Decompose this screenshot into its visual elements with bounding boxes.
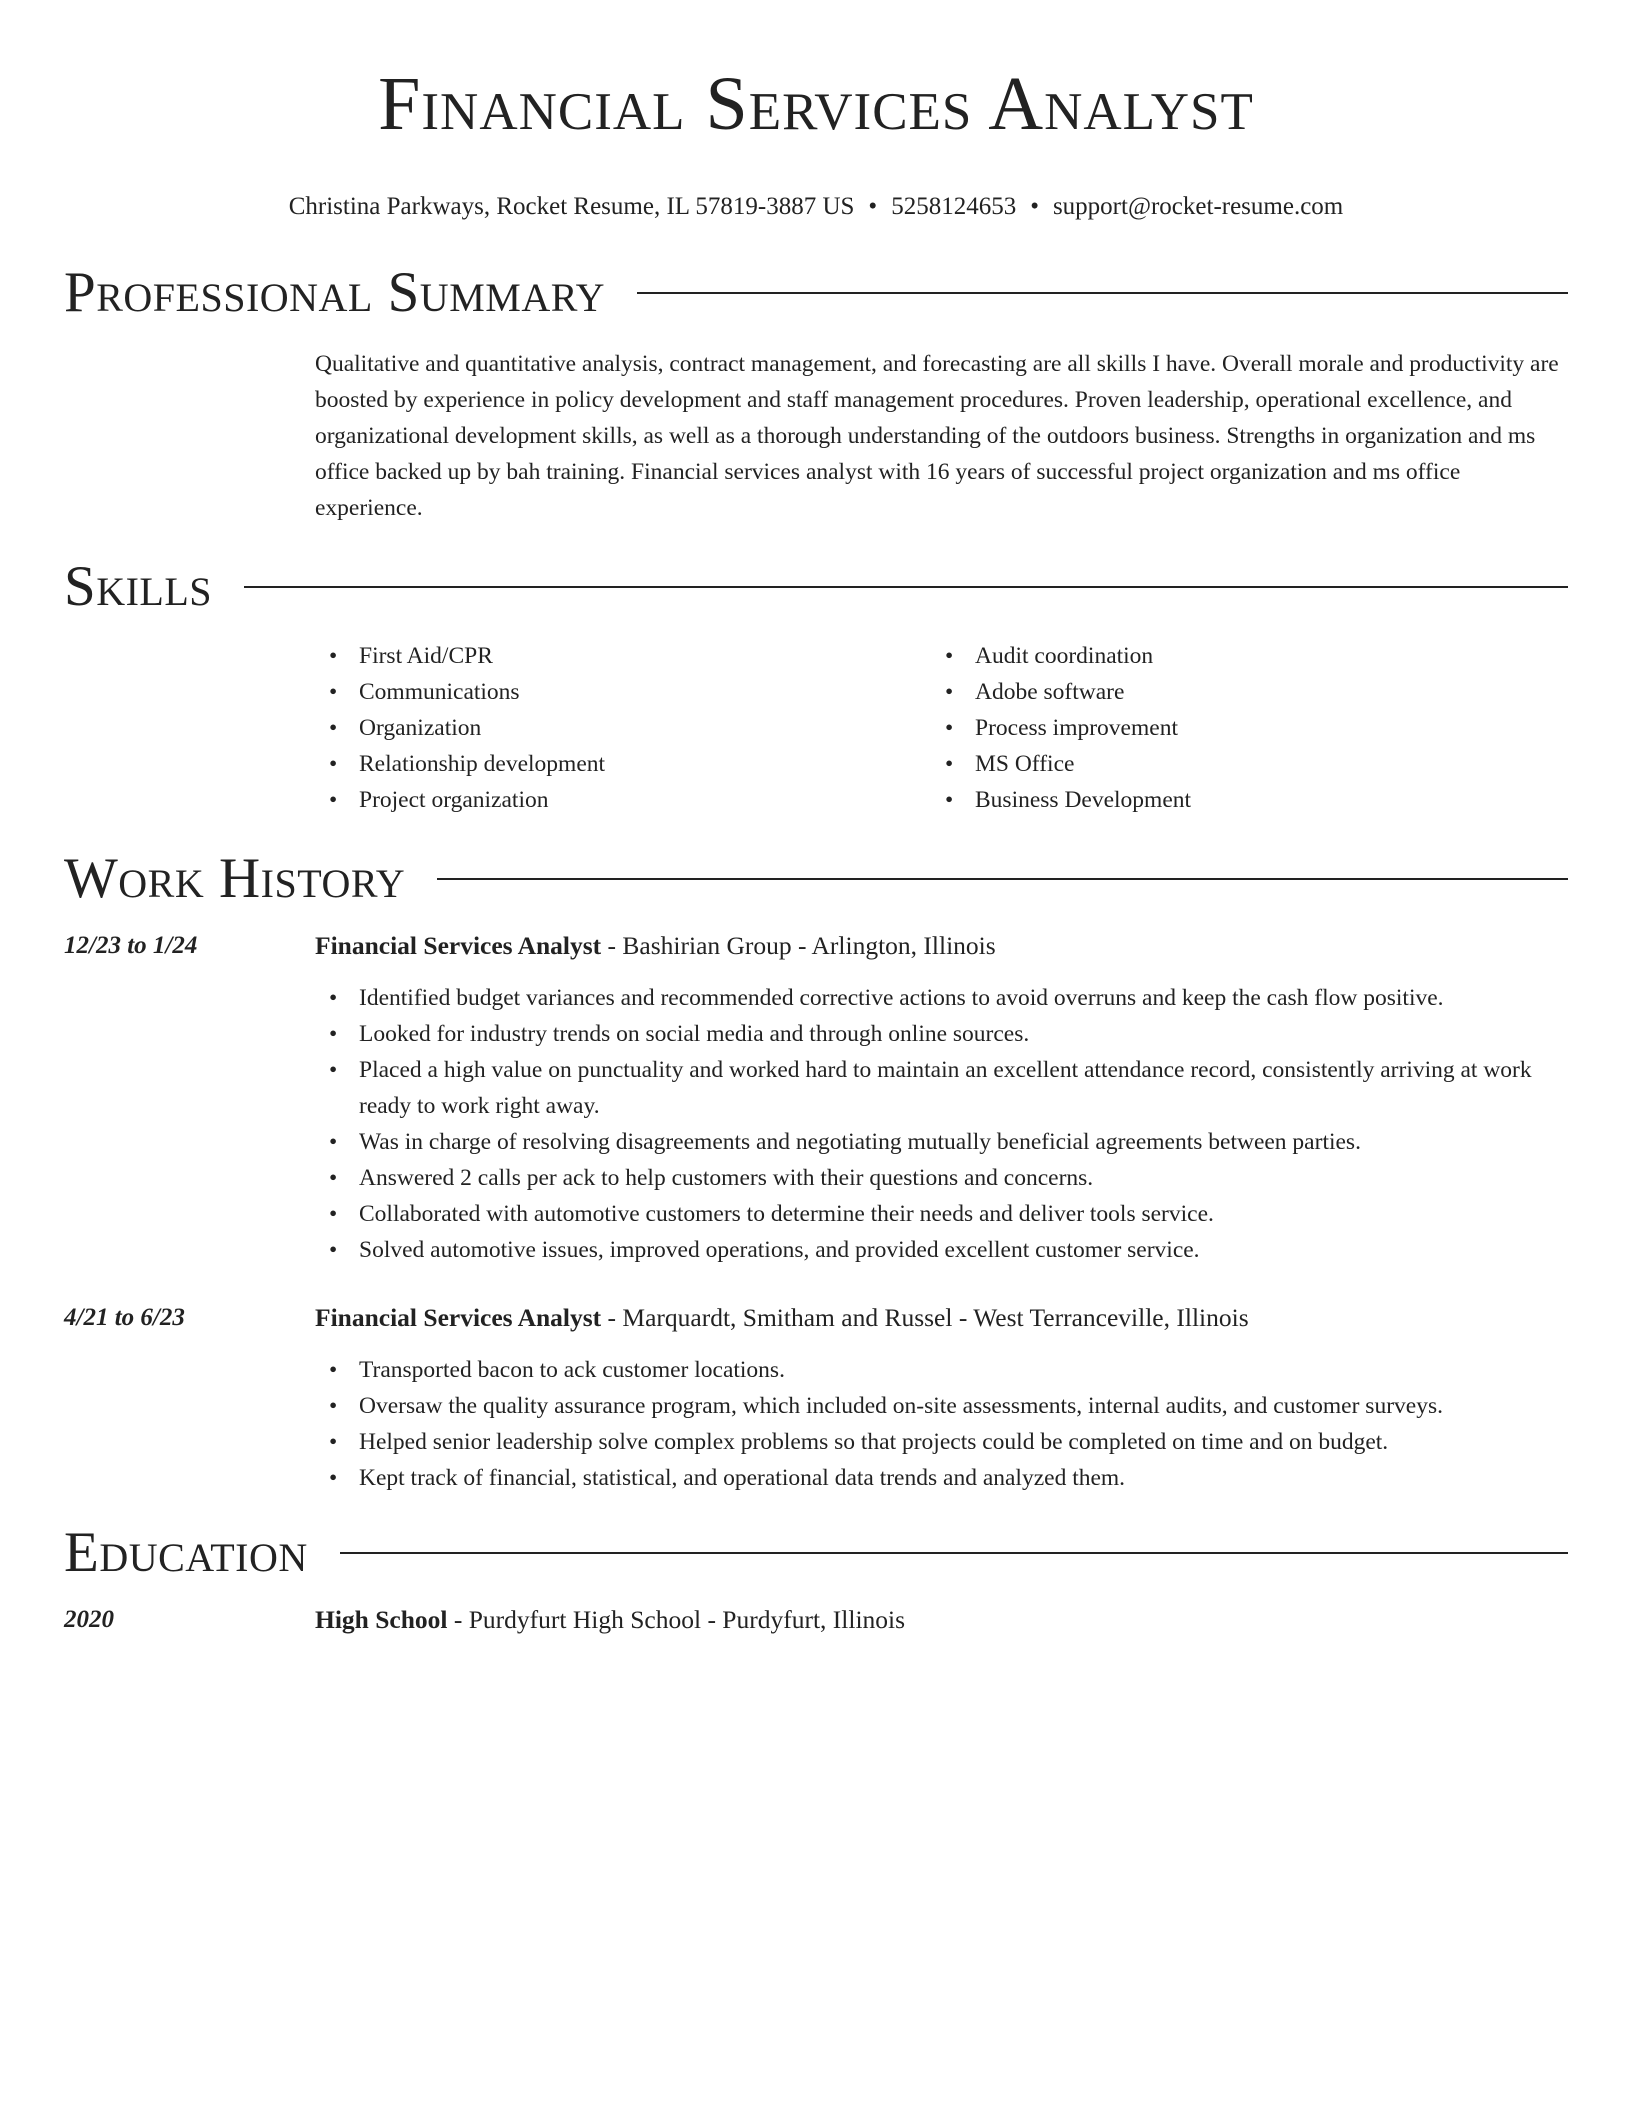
contact-address: Christina Parkways, Rocket Resume, IL 57819-3887 US <box>288 193 855 220</box>
work-section-header <box>64 846 1568 912</box>
job-bullet: • Solved automotive issues, improved operations, and provided excellent customer service. <box>315 1232 1568 1268</box>
skill-item: • Relationship development <box>315 746 931 782</box>
skill-item: • First Aid/CPR <box>315 638 931 674</box>
job-bullets <box>315 980 1568 1268</box>
skill-item: • Project organization <box>315 782 931 818</box>
job-title-line <box>315 928 1568 964</box>
education-title-line <box>315 1602 1568 1638</box>
section-divider <box>637 292 1568 294</box>
contact-email: support@rocket-resume.com <box>1052 193 1344 220</box>
job-detail <box>315 1300 1568 1496</box>
job-bullet: • Placed a high value on punctuality and worked hard to maintain an excellent attendance record, consistently arriving at work ready to work right away. <box>315 1052 1568 1124</box>
contact-phone: 5258124653 <box>891 193 1017 220</box>
job-entry <box>64 1300 1568 1496</box>
skill-item: • Audit coordination <box>931 638 1547 674</box>
section-divider <box>437 878 1568 880</box>
skills-column-left <box>315 638 931 818</box>
summary-text: Qualitative and quantitative analysis, contract management, and forecasting are all skills I have. Overall morale and productivity are boosted by experience in policy development and staff management procedures. Proven leadership, operational excellence, and organizational development skills, as well as a thorough understanding of the outdoors business. Strengths in organization and ms office backed up by bah training. Financial services analyst with 16 years of successful project organization and ms office experience. <box>315 351 1559 521</box>
summary-heading: Professional Summary <box>64 261 606 324</box>
skill-item: • Adobe software <box>931 674 1547 710</box>
education-year: 2020 <box>64 1606 114 1633</box>
job-dates: 4/21 to 6/23 <box>64 1304 185 1331</box>
skills-list <box>315 638 1568 818</box>
work-heading: Work History <box>64 847 406 910</box>
education-section-header <box>64 1520 1568 1586</box>
job-title: Financial Services Analyst <box>315 1303 602 1332</box>
summary-section-header <box>64 260 1568 326</box>
skill-item: • Organization <box>315 710 931 746</box>
skills-column-right <box>931 638 1547 818</box>
education-detail <box>315 1602 1568 1638</box>
skills-heading: Skills <box>64 555 213 618</box>
education-entry <box>64 1602 1568 1638</box>
section-divider <box>244 586 1568 588</box>
job-detail <box>315 928 1568 1268</box>
job-employer: - Marquardt, Smitham and Russel - West Terranceville, Illinois <box>601 1303 1249 1332</box>
job-title: Financial Services Analyst <box>315 931 602 960</box>
job-bullet: • Identified budget variances and recommended corrective actions to avoid overruns and keep the cash flow positive. <box>315 980 1568 1016</box>
contact-separator: • <box>868 193 878 220</box>
skill-item: • Business Development <box>931 782 1547 818</box>
job-entry <box>64 928 1568 1268</box>
job-bullet: • Helped senior leadership solve complex problems so that projects could be completed on time and on budget. <box>315 1424 1568 1460</box>
contact-line <box>64 192 1568 222</box>
job-bullet: • Transported bacon to ack customer locations. <box>315 1352 1568 1388</box>
job-dates: 12/23 to 1/24 <box>64 932 198 959</box>
contact-separator: • <box>1030 193 1039 220</box>
job-bullet: • Looked for industry trends on social media and through online sources. <box>315 1016 1568 1052</box>
job-bullet: • Collaborated with automotive customers to determine their needs and deliver tools service. <box>315 1196 1568 1232</box>
job-bullet: • Answered 2 calls per ack to help customers with their questions and concerns. <box>315 1160 1568 1196</box>
skill-item: • Communications <box>315 674 931 710</box>
section-divider <box>340 1552 1568 1554</box>
resume-title: Financial Services Analyst <box>378 62 1254 146</box>
job-bullet: • Was in charge of resolving disagreements and negotiating mutually beneficial agreements between parties. <box>315 1124 1568 1160</box>
education-degree: High School <box>315 1605 448 1634</box>
job-employer: - Bashirian Group - Arlington, Illinois <box>601 931 996 960</box>
job-bullet: • Kept track of financial, statistical, and operational data trends and analyzed them. <box>315 1460 1568 1496</box>
job-title-line <box>315 1300 1568 1336</box>
skills-section-header <box>64 554 1568 620</box>
education-school: - Purdyfurt High School - Purdyfurt, Illinois <box>447 1605 906 1634</box>
job-bullets <box>315 1352 1568 1496</box>
job-bullet: • Oversaw the quality assurance program, which included on-site assessments, internal audits, and customer surveys. <box>315 1388 1568 1424</box>
skill-item: • Process improvement <box>931 710 1547 746</box>
skill-item: • MS Office <box>931 746 1547 782</box>
education-heading: Education <box>64 1521 308 1584</box>
